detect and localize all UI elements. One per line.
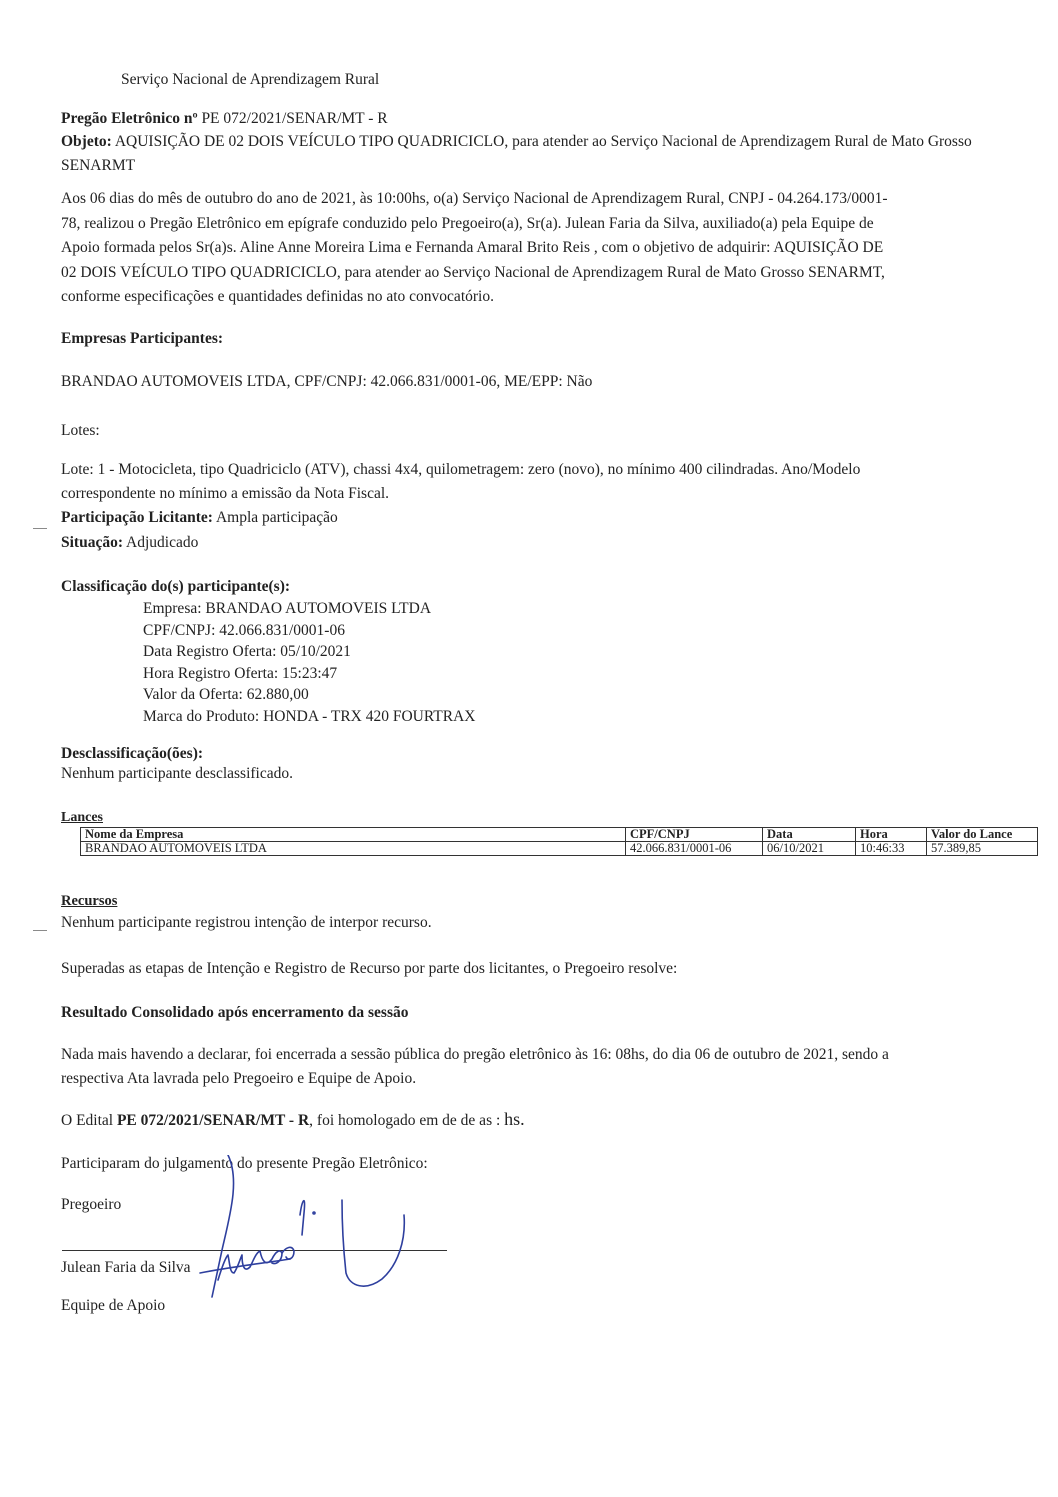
- scan-mark: [33, 930, 47, 931]
- classificacao-marca: Marca do Produto: HONDA - TRX 420 FOURTRAX: [143, 707, 476, 725]
- edital-suffix: , foi homologado em de de as :: [309, 1112, 505, 1129]
- empresas-title-text: Empresas Participantes:: [61, 330, 224, 347]
- equipe-label: Equipe de Apoio: [61, 1297, 166, 1314]
- resultado-title-text: Resultado Consolidado após encerramento da sessão: [61, 1004, 409, 1021]
- superadas-text: Superadas as etapas de Intenção e Registro de Recurso por parte dos licitantes, o Pregoeiro resolve:: [61, 960, 678, 977]
- lances-table: [80, 827, 1038, 856]
- cell-data: 06/10/2021: [763, 842, 856, 856]
- cell-cpf-cnpj: 42.066.831/0001-06: [626, 842, 763, 856]
- classificacao-hora: Hora Registro Oferta: 15:23:47: [143, 664, 338, 682]
- edital-number: PE 072/2021/SENAR/MT - R: [116, 1112, 310, 1129]
- situacao: [61, 534, 198, 552]
- classificacao-title-text: Classificação do(s) participante(s):: [61, 578, 291, 595]
- classificacao-data: Data Registro Oferta: 05/10/2021: [143, 643, 351, 660]
- institution-header: Serviço Nacional de Aprendizagem Rural: [121, 71, 380, 88]
- situacao-label: Situação:: [61, 534, 123, 551]
- intro-line: Aos 06 dias do mês de outubro do ano de 2021, às 10:00hs, o(a) Serviço Nacional de Aprendizagem Rural, CNPJ - 04.264.173/0001-: [61, 190, 888, 207]
- participaram-text: Participaram do julgamento do presente Pregão Eletrônico:: [61, 1155, 428, 1172]
- empresas-title: [61, 330, 223, 348]
- recursos-title: Recursos: [61, 893, 118, 909]
- classificacao-cnpj: CPF/CNPJ: 42.066.831/0001-06: [143, 621, 345, 639]
- classificacao-title: [61, 578, 290, 596]
- intro-line: Apoio formada pelos Sr(a)s. Aline Anne Moreira Lima e Fernanda Amaral Brito Reis , com o objetivo de adquirir: AQUISIÇÃO DE: [61, 239, 884, 256]
- col-cpf-cnpj: CPF/CNPJ: [626, 828, 763, 842]
- col-data: Data: [763, 828, 856, 842]
- handwritten-signature: [170, 1155, 430, 1300]
- resultado-line: respectiva Ata lavrada pelo Pregoeiro e Equipe de Apoio.: [61, 1070, 417, 1087]
- scan-mark: [33, 528, 47, 529]
- lote-line: Lote: 1 - Motocicleta, tipo Quadriciclo (ATV), chassi 4x4, quilometragem: zero (novo), no mínimo 400 cilindradas. Ano/Modelo: [61, 461, 861, 478]
- lotes-title: Lotes:: [61, 422, 100, 439]
- participacao-label: Participação Licitante:: [61, 509, 213, 526]
- lote-line: correspondente no mínimo a emissão da Nota Fiscal.: [61, 485, 390, 502]
- resultado-title: [61, 1004, 408, 1022]
- desclassificacao-title: [61, 745, 203, 763]
- pregoeiro-name: Julean Faria da Silva: [61, 1259, 191, 1276]
- resultado-line: Nada mais havendo a declarar, foi encerrada a sessão pública do pregão eletrônico às 16: 08hs, do dia 06 de outubro de 2021, sendo a: [61, 1046, 889, 1063]
- classificacao-valor: Valor da Oferta: 62.880,00: [143, 686, 309, 703]
- intro-paragraph: [61, 187, 888, 310]
- participacao-licitante: [61, 509, 338, 527]
- table-row: [81, 842, 1038, 856]
- intro-line: 78, realizou o Pregão Eletrônico em epígrafe conduzido pelo Pregoeiro(a), Sr(a). Julean Faria da Silva, auxiliado(a) pela Equipe de: [61, 214, 874, 232]
- resultado-paragraph: [61, 1043, 889, 1091]
- classificacao-empresa: Empresa: BRANDAO AUTOMOVEIS LTDA: [143, 600, 432, 617]
- situacao-value: Adjudicado: [126, 534, 199, 551]
- pregoeiro-label: Pregoeiro: [61, 1196, 122, 1213]
- pregao-label: Pregão Eletrônico nº: [61, 110, 198, 127]
- col-hora: Hora: [856, 828, 927, 842]
- objeto-label: Objeto:: [61, 133, 112, 150]
- participacao-value: Ampla participação: [215, 509, 338, 526]
- cell-hora: 10:46:33: [856, 842, 927, 856]
- col-valor-lance: Valor do Lance: [927, 828, 1038, 842]
- intro-line: 02 DOIS VEÍCULO TIPO QUADRICICLO, para atender ao Serviço Nacional de Aprendizagem Rural de Mato Grosso SENARMT,: [61, 263, 885, 281]
- intro-line: conforme especificações e quantidades definidas no ato convocatório.: [61, 288, 494, 305]
- empresa-entry: BRANDAO AUTOMOVEIS LTDA, CPF/CNPJ: 42.066.831/0001-06, ME/EPP: Não: [61, 373, 593, 390]
- pregao-title: [61, 110, 388, 128]
- edital-prefix: O Edital: [61, 1112, 114, 1129]
- pregao-number: PE 072/2021/SENAR/MT - R: [201, 110, 388, 127]
- objeto-text: AQUISIÇÃO DE 02 DOIS VEÍCULO TIPO QUADRICICLO, para atender ao Serviço Nacional de Aprendizagem Rural de Mato Grosso SENARMT: [61, 133, 972, 174]
- edital-hs: hs.: [504, 1109, 525, 1129]
- desclassificacao-text: Nenhum participante desclassificado.: [61, 765, 293, 782]
- classificacao-details: [143, 598, 475, 727]
- recursos-text: Nenhum participante registrou intenção de interpor recurso.: [61, 914, 432, 931]
- col-nome-empresa: Nome da Empresa: [81, 828, 626, 842]
- lances-header-row: [81, 828, 1038, 842]
- lances-title: Lances: [61, 810, 103, 825]
- lote-description: [61, 458, 860, 506]
- edital-line: [61, 1109, 525, 1130]
- objeto: [61, 130, 1021, 178]
- cell-nome-empresa: BRANDAO AUTOMOVEIS LTDA: [81, 842, 626, 856]
- desclassificacao-title-text: Desclassificação(ões):: [61, 745, 204, 762]
- cell-valor-lance: 57.389,85: [927, 842, 1038, 856]
